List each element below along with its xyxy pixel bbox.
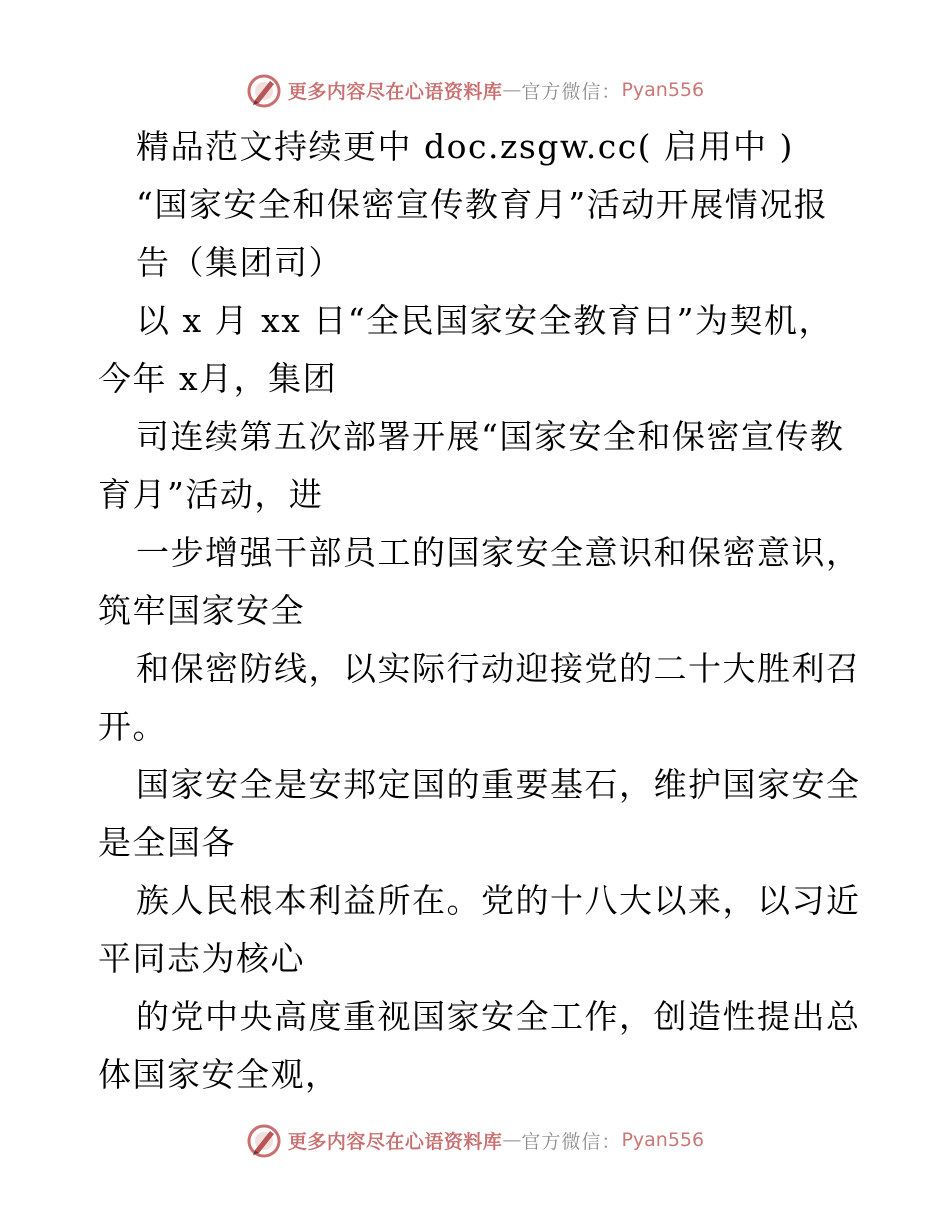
doc-line xyxy=(98,640,861,698)
footer-banner xyxy=(0,1120,950,1160)
doc-line-text: 是全国各 xyxy=(98,823,236,862)
banner-wechat-label: 官方微信： xyxy=(521,80,622,103)
doc-line xyxy=(98,408,858,466)
pen-circle-logo-icon xyxy=(246,1123,282,1159)
doc-line-text: 平同志为核心 xyxy=(98,939,305,978)
doc-line xyxy=(98,350,858,408)
banner-main-text: 更多内容尽在心语资料库 xyxy=(287,80,503,103)
doc-line xyxy=(98,1046,858,1104)
doc-line xyxy=(98,234,858,292)
doc-line-text: 告（集团司） xyxy=(136,243,343,282)
banner-wechat-id: Pyan556 xyxy=(621,1129,705,1151)
doc-line xyxy=(98,176,858,234)
doc-line-text: “国家安全和保密宣传教育月”活动开展情况报 xyxy=(136,185,829,224)
banner-main-text: 更多内容尽在心语资料库 xyxy=(287,1130,503,1153)
banner-separator: — xyxy=(502,79,522,101)
doc-line xyxy=(98,756,861,814)
doc-line xyxy=(98,988,861,1046)
pen-circle-logo-icon xyxy=(246,73,282,109)
banner-separator: — xyxy=(502,1129,522,1151)
doc-line xyxy=(98,698,858,756)
doc-line-text: 育月”活动，进 xyxy=(98,475,324,514)
doc-line-text: 族人民根本利益所在。党的十八大以来，以习近 xyxy=(136,881,861,920)
doc-line-text: 的党中央高度重视国家安全工作，创造性提出总 xyxy=(136,997,861,1036)
doc-line xyxy=(98,466,858,524)
doc-line xyxy=(98,524,861,582)
doc-line-text: 国家安全是安邦定国的重要基石，维护国家安全 xyxy=(136,765,861,804)
doc-line xyxy=(98,118,858,176)
document-body xyxy=(98,118,861,1104)
doc-line-text: 以 x 月 xx 日“全民国家安全教育日”为契机， xyxy=(136,301,834,340)
doc-line xyxy=(98,582,858,640)
doc-line xyxy=(98,292,858,350)
doc-line xyxy=(98,930,858,988)
header-banner xyxy=(0,70,950,110)
doc-line-text: 开。 xyxy=(98,707,167,746)
doc-line-text: 精品范文持续更中 doc.zsgw.cc( 启用中 ) xyxy=(136,127,794,166)
banner-wechat-label: 官方微信： xyxy=(521,1130,622,1153)
doc-line-text: 和保密防线，以实际行动迎接党的二十大胜利召 xyxy=(136,649,861,688)
doc-line-text: 司连续第五次部署开展“国家安全和保密宣传教 xyxy=(136,417,845,456)
doc-line-text: 体国家安全观， xyxy=(98,1055,340,1094)
doc-line xyxy=(98,872,861,930)
doc-line xyxy=(98,814,858,872)
doc-line-text: 今年 x月，集团 xyxy=(98,359,338,398)
banner-wechat-id: Pyan556 xyxy=(621,79,705,101)
doc-line-text: 一步增强干部员工的国家安全意识和保密意识， xyxy=(136,533,861,572)
doc-line-text: 筑牢国家安全 xyxy=(98,591,305,630)
